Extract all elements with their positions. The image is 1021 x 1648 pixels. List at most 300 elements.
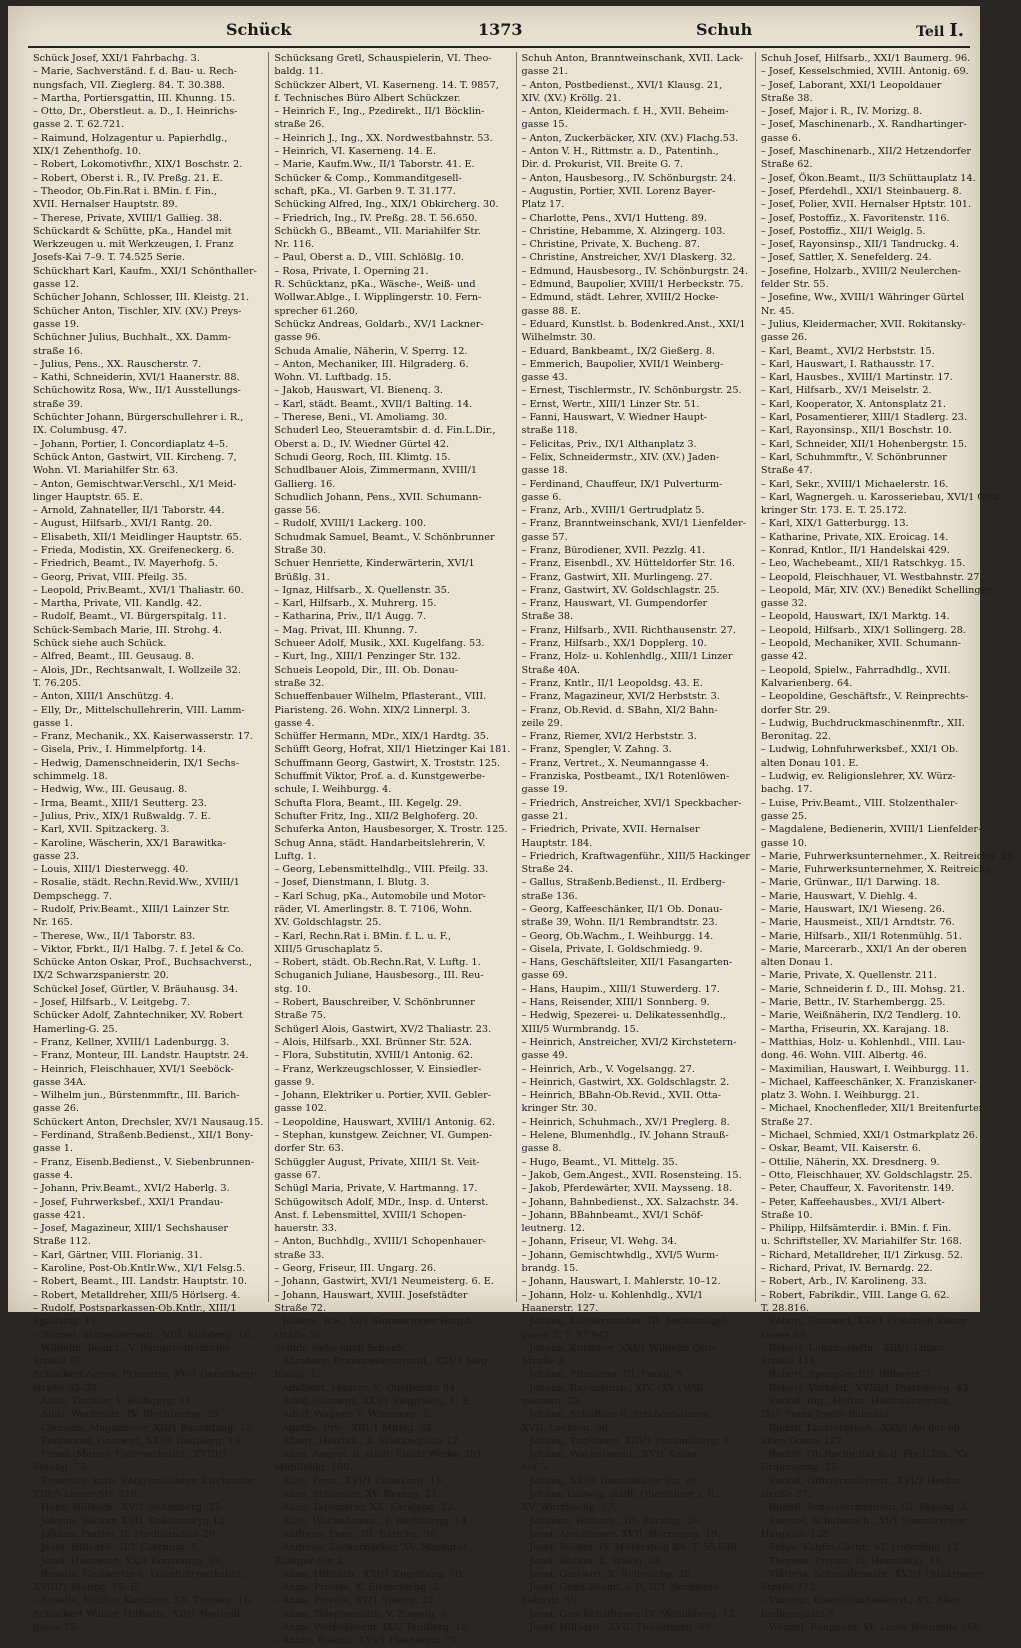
directory-entry: Schuda Amalie, Näherin, V. Sperrg. 12. xyxy=(274,345,468,357)
directory-entry: – Leopold, Hauswart, IX/1 Marktg. 14. xyxy=(760,611,950,623)
directory-entry: schaft, pKa., VI. Garben 9. T. 31.177. xyxy=(274,185,456,197)
directory-entry: – Adolf, Gastwirt, XXI/1 Siegfriedg. 1. E. xyxy=(274,1395,473,1407)
directory-entry: – Georg, Ob.Wachm., I. Weihburgg. 14. xyxy=(521,930,714,942)
directory-entry: – Karl, Schneider, XII/1 Hohenbergstr. 15. xyxy=(760,438,968,450)
directory-entry: – Josef, Bäcker, X. Waldg. 58. xyxy=(521,1555,664,1567)
directory-entry: – Johann, Hauswart, I. Mahlerstr. 10–12. xyxy=(521,1276,721,1288)
directory-entry: gasse 10. xyxy=(760,837,808,849)
directory-entry: – Karl, Beamt., XVI/2 Herbststr. 15. xyxy=(760,345,935,357)
directory-entry: – Leopold, Hilfsarb., XIX/1 Sollingerg. 28. xyxy=(760,624,966,636)
directory-entry: leutnerg. 12. xyxy=(521,1223,585,1235)
directory-entry: – Georg, Lebensmittelhdlg., VIII. Pfeilg. 33. xyxy=(274,864,489,876)
directory-entry: – Leopold, Mär, XIV. (XV.) Benedikt Schellinger- xyxy=(760,584,995,596)
directory-entry: – Heinrich, BBahn-Ob.Revid., XVII. Otta- xyxy=(521,1090,722,1102)
directory-entry: – Peter, Chauffeur, X. Favoritenstr. 149. xyxy=(760,1183,955,1195)
directory-entry: platz 3. Wohn. I. Weihburgg. 21. xyxy=(760,1090,920,1102)
directory-entry: – Georg, Kaffeeschänker, II/1 Ob. Donau- xyxy=(521,904,723,915)
directory-entry: – Friedrich, Kraftwagenführ., XIII/5 Hackinger xyxy=(521,850,750,862)
directory-entry: – Franz, Gastwirt, XV. Goldschlagstr. 25. xyxy=(521,584,720,596)
directory-entry: – Anton, Buchhdlg., XVIII/1 Schopenhauer- xyxy=(274,1236,486,1248)
directory-entry: straße 118. xyxy=(521,425,578,437)
directory-entry: – Franz, Gastwirt, XII. Murlingeng. 27. xyxy=(521,571,713,583)
directory-entry: – Wenzel, Baupolier, VI. Linke Wienzeile 168. xyxy=(760,1622,983,1634)
directory-entry: – Josef, Dienstmann, I. Blutg. 3. xyxy=(274,877,430,889)
directory-entry: Schüchowitz Rosa, Ww., II/1 Ausstellungs- xyxy=(33,385,241,397)
directory-entry: – Rudolf, Offizierstellvertr., XVI/2 Herbst- xyxy=(760,1475,965,1487)
directory-entry: – Karl, Wagnergeh. u. Karosseriebau, XVI/1 Otta- xyxy=(760,491,1003,503)
directory-entry: straße 36. xyxy=(274,1329,325,1341)
directory-entry: – Karoline, Post-Ob.Kntlr.Ww., XI/1 Felsg.5. xyxy=(33,1263,246,1275)
directory-entry: – Otto, Fleischhauer, XV. Goldschlagstr. 25. xyxy=(760,1169,973,1181)
directory-columns xyxy=(28,52,1017,1647)
directory-entry: – Josef, Magazineur, XIII/1 Sechshauser xyxy=(33,1223,229,1235)
directory-entry: – Leopold, Priv.Beamt., XVI/1 Thaliastr. 60. xyxy=(33,584,244,596)
directory-entry: Nr. 45. xyxy=(760,305,795,317)
directory-entry: – Friedrich, Beamt., IV. Mayerhofg. 5. xyxy=(33,558,218,570)
directory-entry: – Edmund, städt. Lehrer, XVIII/2 Hocke- xyxy=(521,292,719,304)
directory-entry: – Oskar, Beamt, VII. Kaiserstr. 6. xyxy=(760,1143,922,1155)
directory-entry: – Wilhelm, Beamt., V. Reinprechtsdorfer xyxy=(33,1342,230,1354)
directory-entry: – Robert, Lokomotivfhr., XIX/1 Boschstr. 2. xyxy=(33,159,243,171)
directory-entry: – Alois, Tischler, V. Rüdigerg. 11. xyxy=(33,1395,195,1407)
directory-entry: Straße 24. xyxy=(521,864,574,876)
directory-entry: gasse 57. xyxy=(521,531,568,543)
directory-entry: – Leopoldine, Geschäftsfr., V. Reinprechts- xyxy=(760,691,969,703)
directory-entry: IX/2 Schwarzspanierstr. 20. xyxy=(33,970,169,982)
directory-entry: – Richard, Privat, IV. Bernardg. 22. xyxy=(760,1263,933,1275)
directory-entry: straße 32. xyxy=(274,677,325,689)
directory-entry: – Hedwig, Ww., III. Geusaug. 8. xyxy=(33,784,188,796)
directory-entry: Staubg. 75. xyxy=(33,1462,90,1474)
directory-entry: – Eduard, Bankbeamt., IX/2 Gießerg. 8. xyxy=(521,345,715,357)
directory-entry: – August, Hilfsarb., XVI/1 Rantg. 20. xyxy=(33,518,213,530)
directory-entry: – Anton, Hausbesorg., IV. Schönburgstr. 24. xyxy=(521,172,736,184)
directory-entry: alten Donau 127. xyxy=(760,1435,846,1447)
directory-entry: – Karl, städt. Beamt., XVII/1 Balting. 14. xyxy=(274,398,473,410)
directory-entry: – Michael, Kaffeeschänker, X. Franziskaner- xyxy=(760,1076,977,1088)
directory-entry: – Leopold, Spielw., Fahrradhdlg., XVII. xyxy=(760,664,951,676)
directory-entry: – Franz, Hilfsarb., XX/1 Dopplerg. 10. xyxy=(521,638,707,650)
directory-entry: – Magdalene, Bedienerin, XVIII/1 Lienfelder- xyxy=(760,824,982,836)
directory-entry: – Stephan, kunstgew. Zeichner, VI. Gumpen- xyxy=(274,1130,493,1142)
directory-entry: – Rudolf, Ing., Hofrat, Heizhausvorstd., xyxy=(760,1395,954,1407)
directory-entry: – Vinzenz, Eisenbahnbedienst., XX. Aller- xyxy=(760,1595,964,1607)
directory-entry: gasse 4. xyxy=(33,1169,73,1181)
directory-entry: – Josef, Maschinenarb., X. Randhartinger- xyxy=(760,119,967,131)
directory-entry: – Karl, Kooperator, X. Antonsplatz 21. xyxy=(760,398,946,410)
directory-entry: – Hugo, Beamt., VI. Mittelg. 35. xyxy=(521,1156,678,1168)
directory-entry: straße 39. xyxy=(33,398,83,410)
directory-entry: – Adalbert, Maurer, X. Quellenstr. 94. xyxy=(274,1382,459,1394)
directory-entry: mannstr. 32. xyxy=(521,1395,583,1407)
directory-entry: Schügerl Alois, Gastwirt, XV/2 Thaliastr. 23. xyxy=(274,1023,492,1035)
directory-entry: XIII/5 Wurmbrandg. 15. xyxy=(521,1023,639,1035)
directory-entry: – Alois, Angest. b. städt. Elektr.Werke, II/1 xyxy=(274,1449,483,1461)
directory-entry: Straße 72. xyxy=(274,1302,327,1314)
directory-entry: Straße 47. xyxy=(760,465,813,477)
directory-entry: – Franz, Monteur, III. Landstr. Hauptstr. 24. xyxy=(33,1050,249,1062)
directory-entry: – Heinrich, Gastwirt, XX. Goldschlagstr. 2. xyxy=(521,1076,730,1088)
directory-entry: – Rudolf, Priv.Beamt., XIII/1 Lainzer Str. xyxy=(33,904,230,915)
directory-entry: hauerstr. 33. xyxy=(274,1223,338,1235)
directory-entry: – Clemens, Magazineur, XII/1 Rauchfang. 12. xyxy=(33,1422,255,1434)
directory-entry: Straße 27. xyxy=(760,1116,813,1128)
directory-entry: – Franz, Eisenb.Bedienst., V. Siebenbrunnen- xyxy=(33,1156,255,1168)
directory-entry: alten Donau 101. E. xyxy=(760,757,859,769)
directory-entry: – Rosalie, Gastwirtin u. Lohnfuhrwerksbef., xyxy=(33,1568,247,1580)
directory-entry: – Samuel, Schuhmach., XI/1 Simmeringer xyxy=(760,1515,966,1527)
directory-entry: – Heinrich, VI. Kaserneng. 14. E. xyxy=(274,146,436,158)
directory-entry: heiligenplatz 3. xyxy=(760,1608,837,1620)
directory-entry: Hauptstr. 184. xyxy=(521,837,593,849)
directory-entry: – Juliane, Ww., XI/1 Simmeringer Haupt- xyxy=(274,1316,474,1328)
directory-entry: Graumanng. 25. xyxy=(760,1462,841,1474)
directory-entry: – Sonja, Kaufm.Gattin, VI. Hofmühlg. 13. xyxy=(760,1542,962,1554)
directory-entry: – Frieda, Modistin, XX. Greifeneckerg. 6. xyxy=(33,544,235,556)
directory-entry: XIX/1 Zehenthofg. 10. xyxy=(33,146,142,158)
directory-entry: – Karl, Hausbes., XVIII/1 Martinstr. 17. xyxy=(760,372,953,384)
directory-entry: u. Schriftsteller, XV. Mariahilfer Str. 168. xyxy=(760,1236,962,1248)
directory-entry: – Christine, Hebamme, X. Alzingerg. 103. xyxy=(521,225,726,237)
directory-entry: Straße 38. xyxy=(760,92,813,104)
directory-entry: Schücker & Comp., Kommanditgesell- xyxy=(274,172,462,184)
directory-entry: – Marie, Grünwar., II/1 Darwing. 18. xyxy=(760,877,940,889)
directory-entry: gasse 8. xyxy=(521,1143,562,1155)
directory-entry: – Johann, Bäcker, XVII. Rokitanskyg.12. xyxy=(33,1515,228,1527)
directory-entry: – Josef, Sattler, X. Senefelderg. 24. xyxy=(760,252,932,264)
directory-entry: gasse 15. xyxy=(33,1622,80,1634)
directory-entry: alten Donau 1. xyxy=(760,957,833,969)
directory-entry: – Rosalie, städt. Rechn.Revid.Ww., XVIII/1 xyxy=(33,877,240,889)
directory-entry: – Michael, Schmied, XXI/1 Ostmarkplatz 26. xyxy=(760,1130,978,1142)
directory-entry: – Felix, Schneidermstr., XIV. (XV.) Jaden- xyxy=(521,451,720,463)
directory-entry: – Alois, Wachebeamt., I. Weihburgg. 14. xyxy=(274,1515,471,1527)
directory-entry: – Friedrich, Anstreicher, XVI/1 Speckbacher- xyxy=(521,797,742,809)
directory-entry: Straße 114. xyxy=(760,1356,819,1368)
directory-entry: T. 76.205. xyxy=(33,677,82,689)
directory-entry: – Julius, Kleidermacher, XVII. Rokitansky- xyxy=(760,318,966,330)
directory-entry: – Anton, XIII/1 Anschützg. 4. xyxy=(33,691,174,703)
directory-entry: – Alfred, Beamt., III. Geusaug. 8. xyxy=(33,651,195,663)
directory-entry: – Philipp, Hilfsämterdir. i. BMin. f. Fin. xyxy=(760,1223,952,1235)
directory-entry: – Johann, Schaffner d. Straßenbahnen, xyxy=(521,1409,712,1421)
directory-entry: Schücksang Gretl, Schauspielerin, VI. Theo- xyxy=(274,53,492,64)
directory-entry: – Josef, Major i. R., IV. Morizg. 8. xyxy=(760,106,923,118)
directory-entry: – Franz, Hauswart, VI. Gumpendorfer xyxy=(521,598,708,610)
directory-entry: – Julius, Priv., XIX/1 Rußwaldg. 7. E. xyxy=(33,810,211,822)
directory-entry: – Hans, Haupim., XIII/1 Stuwerderg. 17. xyxy=(521,983,720,995)
directory-entry: Schuer Henriette, Kinderwärterin, XVI/1 xyxy=(274,558,475,570)
directory-entry: Straße 30. xyxy=(274,544,327,556)
directory-entry: gasse 25. xyxy=(760,810,808,822)
directory-entry: straße 33. xyxy=(274,1249,325,1261)
directory-entry: – Mag. Privat, III. Khunng. 7. xyxy=(274,624,418,636)
directory-entry: kringer Str. 30. xyxy=(521,1103,597,1115)
directory-entry: Schuffmit Viktor, Prof. a. d. Kunstgewerbe- xyxy=(274,771,486,783)
directory-entry: – Josef, Pferdehdl., XXI/1 Steinbauerg. 8. xyxy=(760,185,962,197)
directory-entry: gasse 34A. xyxy=(33,1076,87,1088)
directory-entry: gasse 23. xyxy=(33,850,80,862)
directory-entry: – Robert, Beamt., III. Landstr. Hauptstr. 10. xyxy=(33,1276,248,1288)
directory-entry: – Rudolf, XVIII/1 Lackerg. 100. xyxy=(274,518,427,530)
directory-entry: – Josef, Amtsdiener, XVII. Hormayrg. 19. xyxy=(521,1528,721,1540)
directory-entry: – Michael, Knochenfleder, XII/1 Breitenfurter xyxy=(760,1103,984,1115)
directory-entry: f. Technisches Büro Albert Schückzer. xyxy=(274,92,461,104)
directory-entry: – Edmund, Baupolier, XVIII/1 Herbeckstr. 75. xyxy=(521,279,744,291)
directory-entry: Luftg. 1. xyxy=(274,850,317,862)
directory-entry: – Josef, Ökon.Beamt., II/3 Schüttauplatz 14. xyxy=(760,172,976,184)
directory-entry: gasse 42. xyxy=(760,651,808,663)
directory-entry: – Richard, Metalldreher, II/1 Zirkusg. 52. xyxy=(760,1249,963,1261)
directory-entry: – Marie, Weißnäherin, IX/2 Tendlerg. 10. xyxy=(760,1010,962,1022)
directory-entry: Schückert Walter, Hilfsarb., XII/1 Neuwall- xyxy=(33,1608,244,1620)
directory-entry: Schück-Sembach Marie, III. Strohg. 4. xyxy=(33,624,223,636)
directory-entry: – Johann, Rayonsinsp., XIV. (XV.) Will- xyxy=(521,1382,706,1394)
directory-entry: – Rudolf, Lackierergeh., XXI/1 An der ob. xyxy=(760,1422,963,1434)
directory-entry: – Franz, Vertret., X. Neumanngasse 4. xyxy=(521,757,709,769)
directory-entry: – Leo, Wachebeamt., XII/1 Ratschkyg. 15. xyxy=(760,558,966,570)
directory-entry: – Katharina, Priv., II/1 Augg. 7. xyxy=(274,611,427,623)
directory-entry: Straße 62. xyxy=(760,159,813,171)
directory-entry: T. 28.816. xyxy=(760,1302,810,1314)
directory-entry: nungsfach, VII. Zieglerg. 84. T. 30.388. xyxy=(33,79,226,91)
directory-entry: gasse 9. xyxy=(274,1076,315,1088)
directory-entry: – Josefine, Ww., XVIII/1 Währinger Gürtel xyxy=(760,292,965,304)
directory-entry: schimmelg. 18. xyxy=(33,771,108,783)
directory-entry: zeile 29. xyxy=(521,717,563,729)
directory-entry: Schückert Agnes, Friseurin, XV/1 Geiselberg- xyxy=(33,1369,257,1381)
directory-entry: – Leopold, Mechaniker, XVII. Schumann- xyxy=(760,638,962,650)
directory-entry: straße 26. xyxy=(274,119,325,131)
directory-entry: – Heinrich J., Ing., XX. Nordwestbahnstr. 53. xyxy=(274,132,493,144)
directory-entry: – Marie, Hauswart, V. Diehlg. 4. xyxy=(760,890,918,902)
directory-entry: Schückzer Albert, VI. Kaserneng. 14. T. 9857, xyxy=(274,79,499,91)
directory-entry: – Paul, Oberst a. D., VIII. Schlößlg. 10. xyxy=(274,252,464,264)
directory-entry: – Karl, Hilfsarb., X. Muhrerg. 15. xyxy=(274,598,437,610)
column-3 xyxy=(517,52,756,1634)
directory-entry: – Wenzel, Schneidermstr., VIII. Blindeng. 16. xyxy=(33,1329,254,1341)
directory-entry: Straße 38. xyxy=(521,611,574,623)
directory-entry: – Martha, Friseurin, XX. Karajang. 18. xyxy=(760,1023,949,1035)
directory-entry: – Johann, Kutscher, XXI/1 Wilhelm Otto- xyxy=(521,1342,718,1354)
directory-entry: Josefs-Kai 7–9. T. 74.525 Serie. xyxy=(33,252,185,264)
directory-entry: Straße 112. xyxy=(33,1236,91,1248)
directory-entry: Straße 2. xyxy=(521,1356,567,1368)
directory-entry: – Alois, Hilfsarb., XXI. Brünner Str. 52A. xyxy=(274,1036,472,1048)
directory-entry: Schuh, siehe auch Schuch. xyxy=(274,1342,407,1354)
directory-entry: Mühlfeldg. 160. xyxy=(274,1462,353,1474)
directory-entry: – Theodor, Ob.Fin.Rat i. BMin. f. Fin., xyxy=(33,185,217,197)
directory-entry: Werkzeugen u. mit Werkzeugen, I. Franz xyxy=(33,239,234,251)
directory-entry: gasse 2. T. 97.942. xyxy=(521,1329,613,1341)
directory-entry: – Rosalie, Milch-u.Kanditen, XX. Traisng. 16. xyxy=(33,1595,253,1607)
directory-entry: – Therese, Private, XVIII/1 Gallieg. 38. xyxy=(33,212,223,224)
directory-entry: straße 136. xyxy=(521,890,578,902)
directory-entry: – Gallus, Straßenb.Bedienst., II. Erdberg- xyxy=(521,877,726,889)
directory-entry: XVII. Lackerg. 96. xyxy=(521,1422,611,1434)
directory-entry: gasse 88. E. xyxy=(521,305,581,317)
directory-entry: – Rudolf, Postsparkassen-Ob.Kntlr., XIII/1 xyxy=(33,1302,237,1314)
directory-entry: – Karl, Gärtner, VIII. Florianig. 31. xyxy=(33,1249,203,1261)
directory-entry: – Ludwig, Lohnfuhrwerksbef., XXI/1 Ob. xyxy=(760,744,959,756)
directory-entry: – Marie, Marcerarb., XXI/1 An der oberen xyxy=(760,943,967,955)
directory-entry: – Karoline, Wäscherin, XX/1 Barawitka- xyxy=(33,837,226,849)
directory-entry: – Wilhelm jun., Bürstenmmftr., III. Barich- xyxy=(33,1090,240,1102)
directory-entry: kringer Str. 173. E. T. 25.172. xyxy=(760,505,907,517)
directory-entry: Straße 40A. xyxy=(521,664,581,676)
directory-entry: – Josef, Hilfsarb., V. Leitgebg. 7. xyxy=(33,997,191,1009)
directory-entry: – Heinrich F., Ing., Pzedirekt., II/1 Böcklin- xyxy=(274,106,485,118)
directory-entry: – Josef, Fuhrwerksbef., XXI/1 Prandau- xyxy=(33,1196,224,1208)
directory-entry: – Josef, Gend.Beamt. i. P., II/1 Nordwest- xyxy=(521,1582,721,1594)
directory-entry: – Ferdinand, Chauffeur, IX/1 Pulverturm- xyxy=(521,478,723,490)
directory-entry: gasse 18. xyxy=(521,465,568,477)
directory-entry: Schückel Josef, Gürtler, V. Bräuhausg. 34. xyxy=(33,983,238,995)
directory-entry: – Anton, Mechaniker, III. Hilgraderg. 6. xyxy=(274,358,469,370)
directory-entry: – Marie, Sachverständ. f. d. Bau- u. Rech- xyxy=(33,66,237,78)
directory-entry: friedg. 1. xyxy=(274,1369,320,1381)
directory-entry: Spallartg. 11. xyxy=(33,1316,100,1328)
directory-entry: gasse 67. xyxy=(274,1169,321,1181)
directory-entry: – Johann, BBahnbeamt., XVI/1 Schöf- xyxy=(521,1209,704,1221)
directory-entry: – Christine, Private, X. Bucheng. 87. xyxy=(521,239,701,251)
directory-entry: – Josef, Kesselschmied, XVIII. Antonig. 69. xyxy=(760,66,969,78)
column-4 xyxy=(756,52,1021,1634)
directory-entry: – Karl, Hauswart, I. Rathausstr. 17. xyxy=(760,358,935,370)
directory-entry: – Hans, Geschäftsleiter, XII/1 Fasangarten- xyxy=(521,957,733,969)
directory-entry: – Alois, Werkmstr., IV. Blechturmg. 29. xyxy=(33,1409,222,1421)
directory-entry: – Josef, Hilfsarb., XVII. Thaliamerg. 49. xyxy=(521,1622,714,1634)
directory-entry: – Robert, Verkäuf., XVIII/1 Thereßieng. 43. xyxy=(760,1382,972,1394)
directory-entry: – Josef, Geschäftsdiener, IV. Mohlleberg. 12. xyxy=(521,1608,738,1620)
directory-entry: – Heinrich, Arb., V. Vogelsangg. 27. xyxy=(521,1063,695,1075)
directory-entry: – Emmerich, Baupolier, XVII/1 Weinberg- xyxy=(521,358,724,370)
directory-entry: gasse 69. xyxy=(521,970,568,982)
directory-entry: gasse 26. xyxy=(33,1103,80,1115)
directory-entry: – Therese, Beni., VI. Amoliamg. 30. xyxy=(274,412,448,424)
directory-entry: – Charlotte, Pens., XVI/1 Hutteng. 89. xyxy=(521,212,707,224)
directory-entry: IX/1 Franz Josefs-Bahnhof. xyxy=(760,1409,892,1421)
directory-entry: IX. Columbusg. 47. xyxy=(33,425,127,437)
directory-entry: – Karl Schug, pKa., Automobile und Motor- xyxy=(274,890,486,902)
directory-entry: – Karl, Rayonsinsp., XII/1 Boschstr. 10. xyxy=(760,425,952,437)
directory-entry: räder, VI. Amerlingstr. 8. T. 7106, Wohn. xyxy=(274,904,473,915)
directory-entry: – Ferdinand, Gastwirt, XXI/1 Deublerg. 13. xyxy=(33,1435,244,1447)
directory-entry: gasse 15. xyxy=(521,119,568,131)
directory-entry: Schückhart Karl, Kaufm., XXI/1 Schönthaller- xyxy=(33,265,257,277)
column-1 xyxy=(28,52,269,1634)
directory-entry: – Hans, Hilfsarb., XV/1 Seltenberg. 25. xyxy=(33,1502,224,1514)
directory-entry: – Rudolf, Schlossermonteur, III. Fasang. 3. xyxy=(760,1502,970,1514)
directory-entry: – Helene, Blumenhdlg., IV. Johann Strauß- xyxy=(521,1130,729,1142)
directory-entry: – Johann, Elektriker u. Portier, XVII. Gebler- xyxy=(274,1090,491,1102)
directory-entry: – Peter, Kaffeehausbes., XVI/1 Albert- xyxy=(760,1196,945,1208)
directory-entry: – Johann, Gastwirt, XVI/1 Neumeisterg. 6. E. xyxy=(274,1276,494,1288)
directory-entry: – Flora, Substitutin, XVIII/1 Antonig. 62. xyxy=(274,1050,474,1062)
directory-entry: – Viktor, Fbrkt., II/1 Halbg. 7. f. Jetel & Co. xyxy=(33,943,244,955)
directory-entry: Nr. 165. xyxy=(33,917,73,929)
directory-entry: Schuh Anton, Branntweinschank, XVII. Lack- xyxy=(521,53,743,64)
directory-entry: Schuh Josef, Hilfsarb., XXI/1 Baumerg. 96. xyxy=(760,53,971,64)
directory-entry: Schudi Georg, Roch, III. Klimtg. 15. xyxy=(274,451,451,463)
directory-entry: – Johann, Wachebeamt., XV/1 Kauer- xyxy=(521,1449,702,1461)
directory-entry: Platz 17. xyxy=(521,199,565,211)
directory-entry: Straße 75. xyxy=(274,1010,327,1022)
directory-entry: – Abraham, Branntweinverschl., XXI/1 Sieg- xyxy=(274,1356,491,1368)
directory-entry: – Elisabeth, XII/1 Meidlinger Hauptstr. 65. xyxy=(33,531,242,543)
directory-entry: – Josef, Bäcker, IV. Mittersteig 8A. T. 55.639. xyxy=(521,1542,740,1554)
header-left-keyword: Schück xyxy=(226,20,292,39)
directory-entry: – Franziska, Postbeamt., IX/1 Rotenlöwen- xyxy=(521,771,730,783)
directory-entry: gasse 4. xyxy=(274,717,315,729)
directory-entry: – Ferdinand, Straßenb.Bedienst., XII/1 Bony- xyxy=(33,1130,254,1142)
directory-entry: – Johann, Gemischtwhdlg., XVI/5 Wurm- xyxy=(521,1249,719,1261)
directory-entry: – Friedrich, kath. Religionslehrer, Kirchendir., xyxy=(33,1475,260,1487)
directory-entry: – Hedwig, Spezerei- u. Delikatessenhdlg., xyxy=(521,1010,726,1022)
directory-entry: – Robert, Bauschreiber, V. Schönbrunner xyxy=(274,997,475,1009)
directory-entry: Straße 10. xyxy=(760,1209,813,1221)
directory-entry: – Christine, Anstreicher, XV/1 Dlaskerg. 32. xyxy=(521,252,736,264)
directory-entry: – Agathe, Priv., XIII/1 Mitisg. 32. xyxy=(274,1422,435,1434)
directory-entry: gasse 32. xyxy=(760,598,808,610)
directory-entry: Schueer Adolf, Musik., XXI. Kugelfang. 53. xyxy=(274,638,485,650)
directory-entry: – Ignaz, Hilfsarb., X. Quellenstr. 35. xyxy=(274,584,450,596)
directory-entry: – Josef, Postoffiz., XII/1 Weiglg. 5. xyxy=(760,225,926,237)
directory-entry: Piaristeng. 26. Wohn. XIX/2 Linnerpl. 3. xyxy=(274,704,471,716)
directory-entry: Wilhelmstr. 30. xyxy=(521,332,596,344)
directory-entry: – Franz, Mechanik., XX. Kaiserwasserstr. 17. xyxy=(33,731,253,743)
directory-entry: – Ottilie, Näherin, XX. Dresdnerg. 9. xyxy=(760,1156,940,1168)
directory-entry: straße 16. xyxy=(33,345,83,357)
directory-entry: brandg. 15. xyxy=(521,1263,579,1275)
directory-entry: gasse 96. xyxy=(274,332,321,344)
directory-entry: Schüffer Hermann, MDr., XIX/1 Hardtg. 35. xyxy=(274,731,490,743)
directory-entry: Schückardt & Schütte, pKa., Handel mit xyxy=(33,225,232,237)
directory-entry: – Robert, Lokomotivfhr., XIII/1 Linzer xyxy=(760,1342,945,1354)
directory-entry: XIII/5 Linzer Str. 216. xyxy=(33,1489,141,1501)
directory-entry: Schüchner Julius, Buchhalt., XX. Damm- xyxy=(33,332,231,344)
directory-entry: – Edmund, Hausbesorg., IV. Schönburgstr. 24. xyxy=(521,265,748,277)
directory-entry: – Robert, städt. Ob.Rechn.Rat, V. Luftg. 1. xyxy=(274,957,481,969)
directory-entry: – Marie, Fuhrwerksunternehmer, X. Reitreichg. xyxy=(760,864,995,876)
directory-entry: – Otto, Dr., Oberstleut. a. D., I. Heinrichs- xyxy=(33,106,238,118)
directory-entry: straße 37. xyxy=(760,1489,811,1501)
directory-entry: – Franz, Ob.Revid. d. SBahn, XI/2 Bahn- xyxy=(521,704,718,716)
directory-entry: – Hedwig, Damenschneiderin, IX/1 Sechs- xyxy=(33,757,240,769)
directory-entry: Kalvarienberg. 64. xyxy=(760,677,853,689)
directory-entry: – Franz, Werkzeugschlosser, V. Einsiedler- xyxy=(274,1063,482,1075)
directory-entry: – Heinrich, Schuhmach., XV/1 Preglerg. 8. xyxy=(521,1116,730,1128)
directory-entry: – Alois, Schlosser, XV. Kranzg. 21. xyxy=(274,1489,441,1501)
directory-entry: – Jakob, Hauswart, VI. Bienenq. 3. xyxy=(274,385,443,397)
directory-entry: – Augustin, Portier, XVII. Lorenz Bayer- xyxy=(521,185,716,197)
directory-entry: – Karl, Hilfsarb., XV/1 Meiselstr. 2. xyxy=(760,385,932,397)
directory-entry: – Andreas, Pens., III. Barichg. 36. xyxy=(274,1528,440,1540)
directory-entry: gasse 6. xyxy=(760,132,801,144)
directory-entry: sprecher 61.260. xyxy=(274,305,359,317)
directory-entry: Schufter Fritz, Ing., XII/2 Belghoferg. 20. xyxy=(274,810,478,822)
directory-entry: – Ernst, Wertr., XIII/1 Linzer Str. 51. xyxy=(521,398,700,410)
directory-page xyxy=(8,6,1017,1647)
directory-entry: – Franz, Magazineur, XVI/2 Herbststr. 3. xyxy=(521,691,720,703)
directory-entry: Brüßlg. 31. xyxy=(274,571,330,583)
directory-entry: – Johann, XXI/1 Donaufelder Str. 26. xyxy=(521,1475,700,1487)
directory-entry: – Marie, Schneiderin f. D., III. Mohsg. 21. xyxy=(760,983,965,995)
directory-entry: Schudlich Johann, Pens., XVII. Schumann- xyxy=(274,491,482,503)
header-rule xyxy=(28,46,970,48)
directory-entry: – Johann, Portier, II. Ferdinandstr. 29. xyxy=(33,1528,219,1540)
directory-entry: Schück Anton, Gastwirt, VII. Kircheng. 7, xyxy=(33,451,237,463)
